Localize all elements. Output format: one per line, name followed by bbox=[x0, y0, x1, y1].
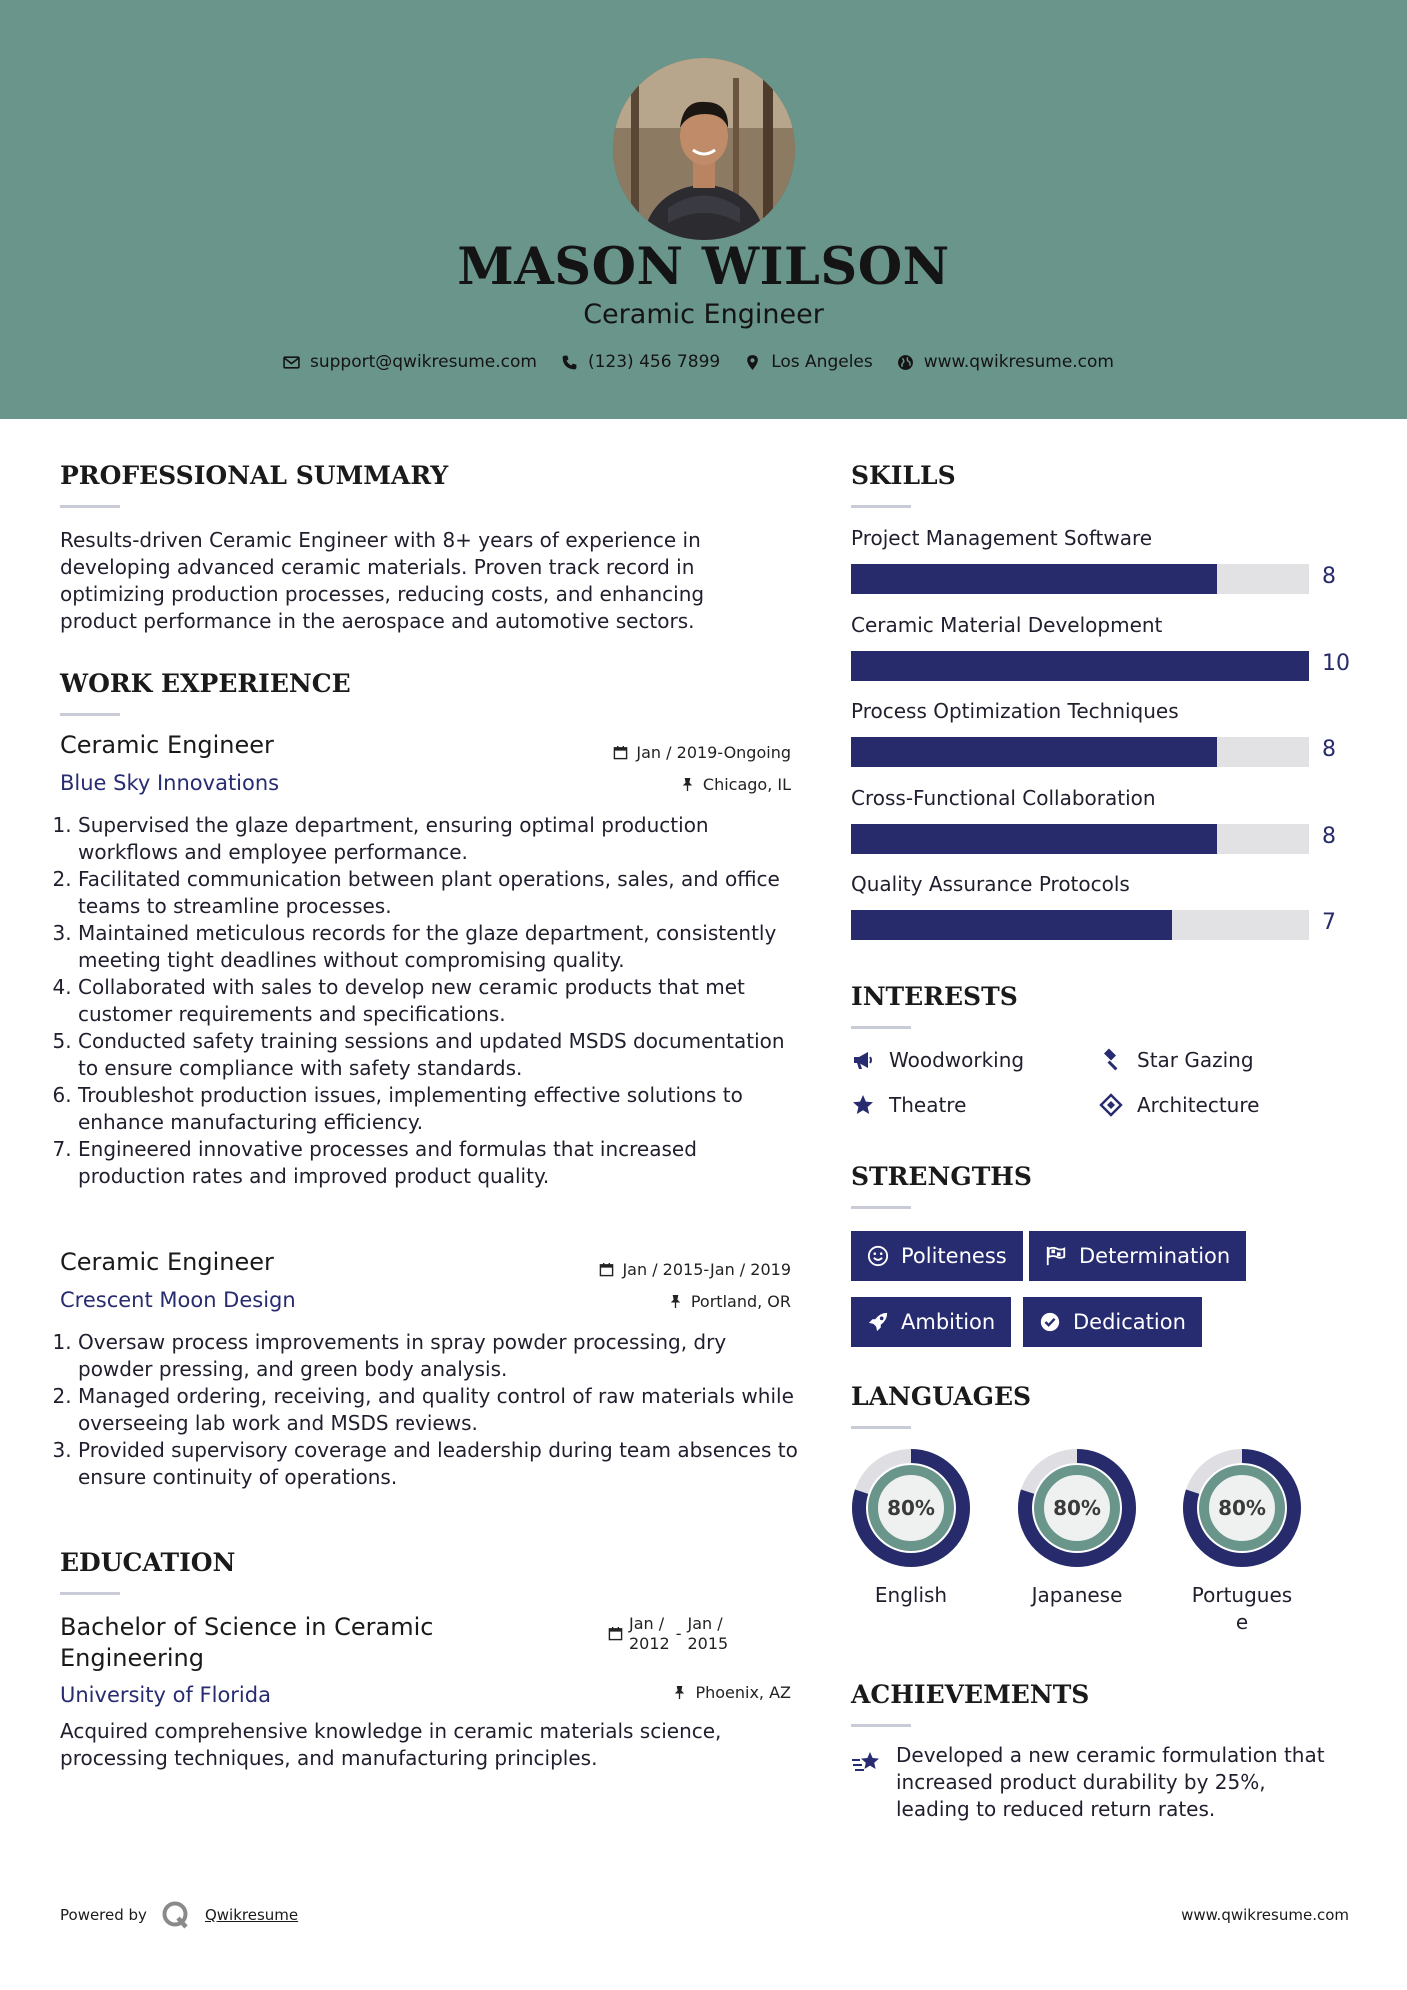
contact-website[interactable] bbox=[897, 352, 1114, 372]
job-bullet: 2. Managed ordering, receiving, and quality control of raw materials while overseeing lab work and MSDS reviews. bbox=[78, 1383, 800, 1437]
shooting-star-icon bbox=[851, 1748, 883, 1776]
map-pin-icon bbox=[744, 354, 761, 371]
interest-item bbox=[1099, 1093, 1259, 1117]
skill-bar-track bbox=[851, 737, 1309, 767]
skill-bar-fill bbox=[851, 910, 1172, 940]
skill-bar-track bbox=[851, 824, 1309, 854]
job-date bbox=[480, 1260, 791, 1279]
degree-title bbox=[60, 1612, 433, 1674]
skill-name: Project Management Software bbox=[851, 526, 1153, 550]
pushpin-icon bbox=[672, 1685, 687, 1700]
job-company: Blue Sky Innovations bbox=[60, 771, 280, 795]
interest-item bbox=[851, 1093, 966, 1117]
email-text: support@qwikresume.com bbox=[310, 352, 537, 372]
skill-level: 7 bbox=[1322, 910, 1336, 935]
language-ring bbox=[1015, 1446, 1139, 1570]
job-bullet: 3. Maintained meticulous records for the glaze department, consistently meeting tight deadlines without compromising quality. bbox=[78, 920, 800, 974]
language-percent: 80% bbox=[887, 1496, 935, 1520]
skill-bar-track bbox=[851, 651, 1309, 681]
education-description bbox=[60, 1718, 800, 1772]
summary-divider bbox=[60, 505, 120, 508]
skill-bar-fill bbox=[851, 737, 1217, 767]
skill-level: 8 bbox=[1322, 564, 1336, 589]
strength-label: Politeness bbox=[901, 1244, 1007, 1268]
language-label-line: Japanese bbox=[1031, 1583, 1123, 1607]
skill-name: Cross-Functional Collaboration bbox=[851, 785, 1156, 810]
job-bullet: 2. Facilitated communication between plant operations, sales, and office teams to streamline processes. bbox=[78, 866, 800, 920]
language-percent: 80% bbox=[1053, 1496, 1101, 1520]
summary-heading: PROFESSIONAL SUMMARY bbox=[60, 461, 449, 490]
job-bullet: 4. Collaborated with sales to develop new ceramic products that met customer requirements and specifications. bbox=[78, 974, 800, 1028]
skills-heading: SKILLS bbox=[851, 461, 956, 490]
skill-bar-fill bbox=[851, 564, 1217, 594]
calendar-icon bbox=[599, 1262, 614, 1277]
check-circle-icon bbox=[1039, 1311, 1061, 1333]
job-bullets bbox=[60, 1329, 800, 1491]
job-date-text: Jan / 2019-Ongoing bbox=[636, 743, 791, 762]
strength-label: Determination bbox=[1079, 1244, 1231, 1268]
education-date bbox=[608, 1614, 728, 1654]
interest-label: Woodworking bbox=[889, 1048, 1025, 1072]
strength-label: Ambition bbox=[901, 1310, 996, 1334]
phone-icon bbox=[561, 354, 578, 371]
skills-divider bbox=[851, 505, 911, 508]
footer-site[interactable]: www.qwikresume.com bbox=[1181, 1906, 1349, 1924]
date-dash: - bbox=[675, 1624, 682, 1643]
job-bullet: 7. Engineered innovative processes and formulas that increased production rates and improved product quality. bbox=[78, 1136, 800, 1190]
education-line: processing techniques, and manufacturing principles. bbox=[60, 1746, 598, 1770]
job-title: Ceramic Engineer bbox=[60, 1248, 274, 1276]
degree-line: Engineering bbox=[60, 1644, 204, 1672]
summary-line: product performance in the aerospace and automotive sectors. bbox=[60, 609, 695, 633]
candidate-title: Ceramic Engineer bbox=[583, 299, 824, 330]
profile-photo bbox=[613, 58, 795, 240]
achievements-divider bbox=[851, 1724, 911, 1727]
job-bullet: 5. Conducted safety training sessions and updated MSDS documentation to ensure compliance with safety standards. bbox=[78, 1028, 800, 1082]
education-divider bbox=[60, 1592, 120, 1595]
header-banner bbox=[0, 0, 1407, 419]
strengths-divider bbox=[851, 1206, 911, 1209]
job-title: Ceramic Engineer bbox=[60, 731, 274, 759]
job-location-text: Chicago, IL bbox=[702, 775, 791, 794]
language-label bbox=[836, 1582, 986, 1609]
interests-heading: INTERESTS bbox=[851, 982, 1018, 1011]
location-text: Los Angeles bbox=[771, 352, 873, 372]
achievements-heading: ACHIEVEMENTS bbox=[851, 1680, 1090, 1709]
language-ring bbox=[849, 1446, 973, 1570]
skill-level: 8 bbox=[1322, 737, 1336, 762]
summary-line: Results-driven Ceramic Engineer with 8+ years of experience in bbox=[60, 528, 701, 552]
job-location bbox=[480, 775, 791, 794]
school-name: University of Florida bbox=[60, 1683, 271, 1707]
job-company: Crescent Moon Design bbox=[60, 1288, 296, 1312]
skill-bar-fill bbox=[851, 824, 1217, 854]
achievement-line: increased product durability by 25%, bbox=[896, 1770, 1266, 1794]
summary-text bbox=[60, 527, 780, 635]
job-bullet: 1. Supervised the glaze department, ensuring optimal production workflows and employee performance. bbox=[78, 812, 800, 866]
job-bullets bbox=[60, 812, 800, 1190]
date-part: Jan / bbox=[687, 1614, 723, 1633]
job-location-text: Portland, OR bbox=[690, 1292, 791, 1311]
achievement-line: leading to reduced return rates. bbox=[896, 1797, 1216, 1821]
skill-name: Ceramic Material Development bbox=[851, 612, 1163, 637]
phone-text: (123) 456 7899 bbox=[587, 352, 721, 372]
job-bullet: 3. Provided supervisory coverage and leadership during team absences to ensure continuity of operations. bbox=[78, 1437, 800, 1491]
calendar-icon bbox=[613, 745, 628, 760]
interest-item bbox=[1099, 1048, 1254, 1072]
language-label-line: e bbox=[1235, 1610, 1249, 1634]
experience-divider bbox=[60, 713, 120, 716]
strength-badge bbox=[1023, 1297, 1202, 1347]
strength-badge bbox=[1029, 1231, 1246, 1281]
qwikresume-logo-icon bbox=[161, 1900, 191, 1930]
date-part: Jan / bbox=[629, 1614, 665, 1633]
summary-line: optimizing production processes, reducing costs, and enhancing bbox=[60, 582, 705, 606]
contact-location bbox=[744, 352, 873, 372]
language-label-line: English bbox=[874, 1583, 948, 1607]
skill-bar-track bbox=[851, 564, 1309, 594]
languages-divider bbox=[851, 1426, 911, 1429]
job-date-text: Jan / 2015-Jan / 2019 bbox=[622, 1260, 791, 1279]
globe-icon bbox=[897, 354, 914, 371]
education-date-start bbox=[629, 1614, 670, 1654]
flag-icon bbox=[1045, 1245, 1067, 1267]
website-text: www.qwikresume.com bbox=[923, 352, 1114, 372]
star-icon bbox=[851, 1093, 875, 1117]
education-date-end bbox=[688, 1614, 729, 1654]
interest-label: Architecture bbox=[1137, 1093, 1260, 1117]
strength-badge bbox=[851, 1231, 1023, 1281]
smile-icon bbox=[867, 1245, 889, 1267]
interest-label: Star Gazing bbox=[1137, 1048, 1254, 1072]
qwikresume-link[interactable]: Qwikresume bbox=[204, 1906, 299, 1924]
language-percent: 80% bbox=[1218, 1496, 1266, 1520]
pushpin-icon bbox=[668, 1294, 683, 1309]
achievement-text bbox=[896, 1742, 1366, 1823]
language-label bbox=[1002, 1582, 1152, 1609]
contact-email[interactable] bbox=[283, 352, 537, 372]
skill-bar-fill bbox=[851, 651, 1309, 681]
strength-badge bbox=[851, 1297, 1011, 1347]
contact-phone[interactable] bbox=[561, 352, 720, 372]
language-label-line: Portugues bbox=[1191, 1583, 1293, 1607]
interests-divider bbox=[851, 1026, 911, 1029]
footer-powered-by bbox=[60, 1900, 298, 1930]
experience-heading: WORK EXPERIENCE bbox=[60, 669, 351, 698]
date-part: 2012 bbox=[629, 1634, 670, 1653]
skill-level: 8 bbox=[1322, 823, 1336, 849]
pushpin-icon bbox=[680, 777, 695, 792]
skill-name: Quality Assurance Protocols bbox=[851, 872, 1130, 896]
date-part: 2015 bbox=[687, 1634, 729, 1653]
interest-label: Theatre bbox=[889, 1093, 967, 1117]
ticket-icon bbox=[1099, 1093, 1123, 1117]
powered-by-text: Powered by bbox=[60, 1906, 147, 1924]
job-bullet: 6. Troubleshot production issues, implementing effective solutions to enhance manufacturing efficiency. bbox=[78, 1082, 800, 1136]
strength-label: Dedication bbox=[1073, 1310, 1186, 1334]
summary-line: developing advanced ceramic materials. Proven track record in bbox=[60, 555, 695, 579]
education-location bbox=[480, 1683, 791, 1702]
job-location bbox=[480, 1292, 791, 1311]
job-date bbox=[480, 743, 791, 762]
education-line: Acquired comprehensive knowledge in ceramic materials science, bbox=[60, 1719, 722, 1743]
language-label bbox=[1167, 1582, 1317, 1636]
language-ring bbox=[1180, 1446, 1304, 1570]
strengths-heading: STRENGTHS bbox=[851, 1162, 1032, 1191]
interest-item bbox=[851, 1048, 1024, 1072]
degree-line: Bachelor of Science in Ceramic bbox=[60, 1613, 434, 1641]
skill-bar-track bbox=[851, 910, 1309, 940]
candidate-name: MASON WILSON bbox=[457, 237, 950, 297]
skill-level: 10 bbox=[1322, 650, 1350, 676]
languages-heading: LANGUAGES bbox=[851, 1382, 1032, 1411]
envelope-icon bbox=[283, 354, 300, 371]
megaphone-icon bbox=[851, 1048, 875, 1072]
rocket-icon bbox=[867, 1311, 889, 1333]
achievement-line: Developed a new ceramic formulation that bbox=[896, 1743, 1325, 1767]
job-bullet: 1. Oversaw process improvements in spray powder processing, dry powder pressing, and green body analysis. bbox=[78, 1329, 800, 1383]
contact-row bbox=[0, 352, 1407, 372]
education-location-text: Phoenix, AZ bbox=[695, 1683, 791, 1702]
calendar-icon bbox=[608, 1626, 623, 1641]
skill-name: Process Optimization Techniques bbox=[851, 699, 1179, 723]
gavel-icon bbox=[1099, 1048, 1123, 1072]
education-heading: EDUCATION bbox=[60, 1548, 236, 1577]
